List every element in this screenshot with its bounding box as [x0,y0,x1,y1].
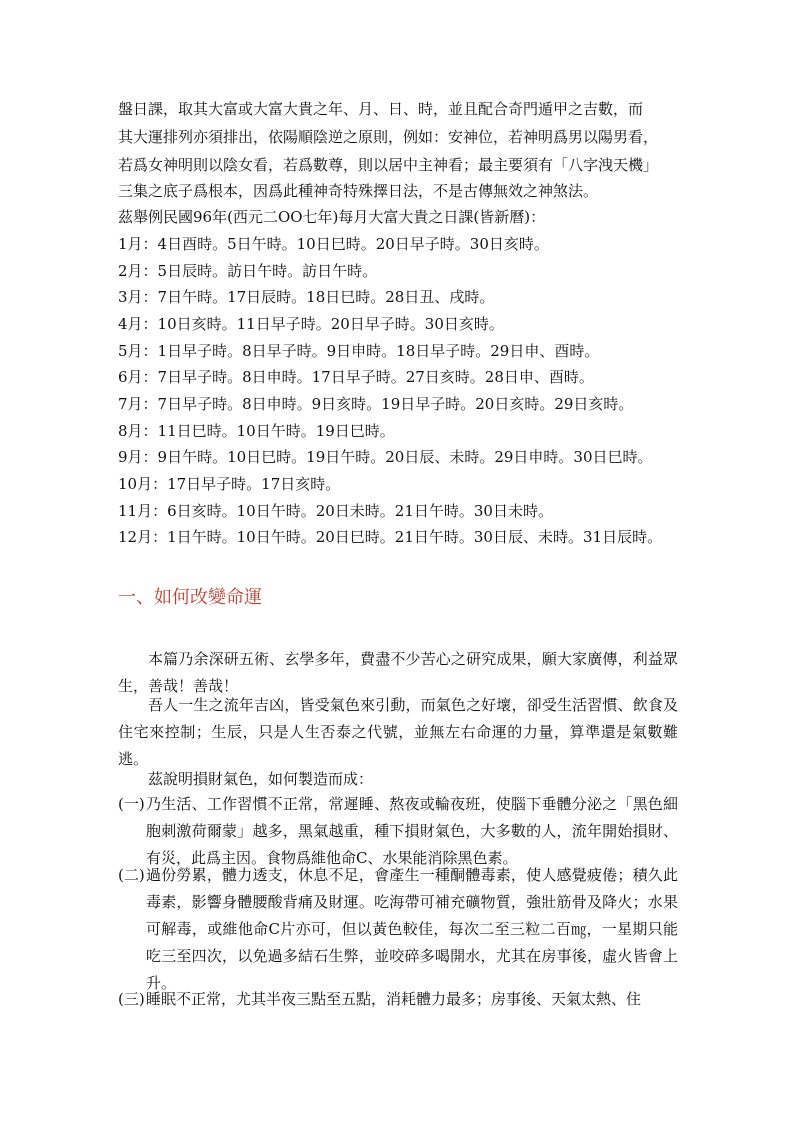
paragraph-intro: 本篇乃余深研五術、玄學多年，費盡不少苦心之研究成果，願大家廣傳，利益眾生，善哉！善哉！ [118,650,678,695]
intro-line: 盤日課，取其大富或大富大貴之年、月、日、時，並且配合奇門遁甲之吉數，而 [118,100,644,118]
month-entry: 10月：17日早子時。17日亥時。 [118,475,341,493]
intro-line: 茲舉例民國96年(西元二OO七年)每月大富大貴之日課(皆新曆)： [118,208,546,226]
month-entry: 3月：7日午時。17日辰時。18日巳時。28日丑、戌時。 [118,288,495,306]
list-item [118,862,678,997]
month-entry: 8月：11日巳時。10日午時。19日巳時。 [118,422,395,440]
list-item-number: (三) [118,990,145,1008]
month-entry: 7月：7日早子時。8日申時。9日亥時。19日早子時。20日亥時。29日亥時。 [118,395,634,413]
list-item-number: (一) [118,795,145,813]
intro-line: 若爲女神明則以陰女看，若爲數尊，則以居中主神看；最主要須有「八字洩天機」 [118,156,659,174]
list-item-text: 過份勞累，體力透支，休息不足，會產生一種酮體毒素，使人感覺疲倦；積久此毒素，影響身體腰酸背痛及財運。吃海帶可補充礦物質，強壯筋骨及降火；水果可解毒，或維他命C片亦可，但以黃色較佳，每次二至三粒二百㎎，一星期只能吃三至四次，以免過多結石生弊，並咬碎多喝開水，尤其在房事後，虛火皆會上升。 [146,866,678,992]
intro-line: 三集之底子爲根本，因爲此種神奇特殊擇日法，不是古傳無效之神煞法。 [118,182,599,200]
month-entry: 11月：6日亥時。10日午時。20日未時。21日午時。30日未時。 [118,502,553,520]
month-entry: 12月：1日午時。10日午時。20日巳時。21日午時。30日辰、未時。31日辰時。 [118,528,663,546]
intro-line: 其大運排列亦須排出，依陽順陰逆之原則，例如：安神位，若神明爲男以陽男看， [118,128,659,146]
month-entry: 1月：4日酉時。5日午時。10日巳時。20日早子時。30日亥時。 [118,235,549,253]
list-item [118,986,678,1013]
list-item-text: 乃生活、工作習慣不正常，常遲睡、熬夜或輪夜班，使腦下垂體分泌之「黑色細胞刺激荷爾蒙」越多，黑氣越重，種下損財氣色，大多數的人，流年開始損財、有災，此爲主因。食物爲維他命C、水果能消除黑色素。 [146,795,678,867]
month-entry: 9月：9日午時。10日巳時。19日午時。20日辰、未時。29日申時。30日巳時。 [118,448,653,466]
list-item-text: 睡眠不正常，尤其半夜三點至五點，消耗體力最多；房事後、天氣太熱、住 [146,990,642,1008]
month-entry: 2月：5日辰時。訪日午時。訪日午時。 [118,262,378,280]
section-heading: 一、如何改變命運 [118,587,262,608]
paragraph-fortune: 吾人一生之流年吉凶，皆受氣色來引動，而氣色之好壞，卻受生活習慣、飲食及住宅來控制；生辰，只是人生否泰之代號，並無左右命運的力量，算準還是氣數難逃。 [118,696,678,768]
month-entry: 6月：7日早子時。8日申時。17日早子時。27日亥時。28日申、酉時。 [118,368,594,386]
list-item [118,791,678,872]
paragraph-explain: 茲說明損財氣色，如何製造而成： [148,770,374,788]
month-entry: 4月：10日亥時。11日早子時。20日早子時。30日亥時。 [118,315,504,333]
month-entry: 5月：1日早子時。8日早子時。9日申時。18日早子時。29日申、酉時。 [118,342,600,360]
list-item-number: (二) [118,866,145,884]
